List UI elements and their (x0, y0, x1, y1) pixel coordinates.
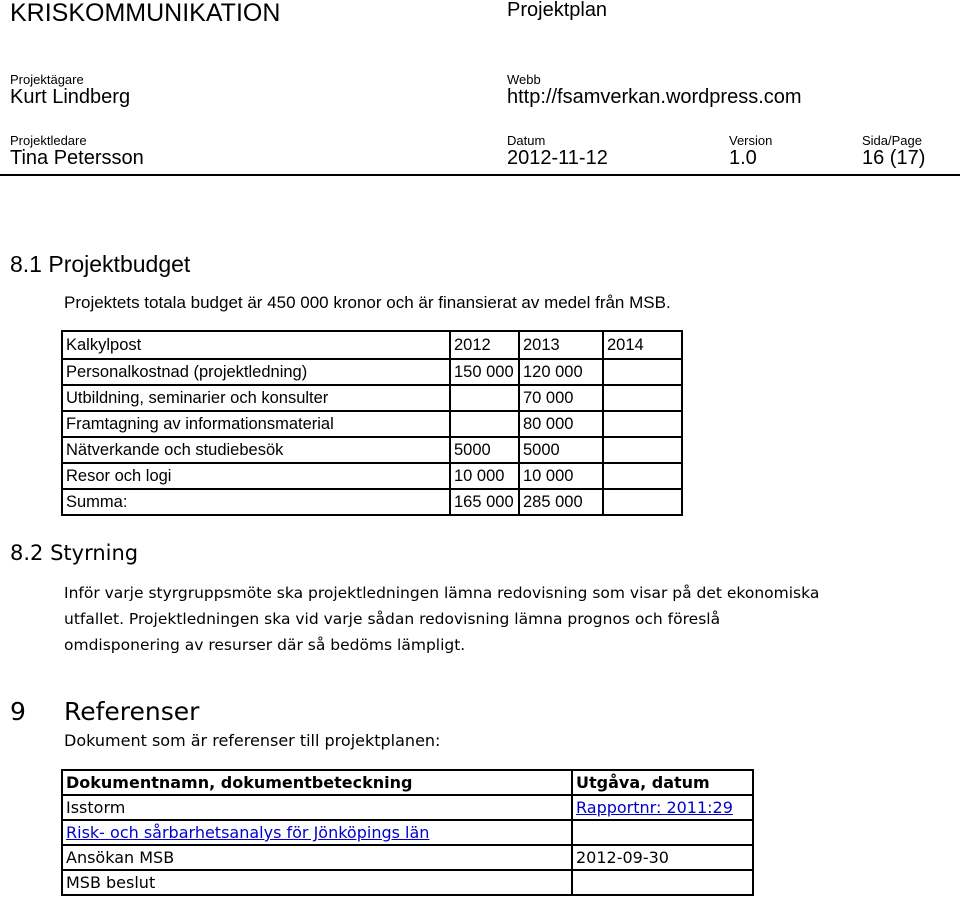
table-cell: 10 000 (450, 463, 519, 489)
table-cell: Utbildning, seminarier och konsulter (62, 385, 450, 411)
table-cell: 80 000 (519, 411, 603, 437)
leader-value: Tina Petersson (10, 147, 144, 169)
references-number: 9 (10, 697, 26, 726)
table-cell: Framtagning av informationsmaterial (62, 411, 450, 437)
version-value: 1.0 (729, 147, 757, 169)
table-cell (603, 463, 682, 489)
table-cell (603, 437, 682, 463)
table-cell: Isstorm (62, 795, 572, 820)
table-cell (572, 795, 753, 820)
header-divider (0, 174, 960, 176)
table-row (62, 820, 753, 845)
table-cell: 10 000 (519, 463, 603, 489)
report-link[interactable]: Rapportnr: 2011:29 (576, 798, 733, 817)
references-table (61, 769, 754, 896)
table-row (62, 463, 682, 489)
owner-value: Kurt Lindberg (10, 86, 131, 108)
table-cell (572, 870, 753, 895)
budget-heading: 8.1 Projektbudget (10, 251, 191, 277)
table-cell: Summa: (62, 489, 450, 515)
document-title: KRISKOMMUNIKATION (10, 0, 281, 27)
budget-table-header (62, 331, 682, 359)
table-cell (603, 359, 682, 385)
table-cell: 5000 (519, 437, 603, 463)
references-header-cell: Dokumentnamn, dokumentbeteckning (62, 770, 572, 795)
table-cell: Nätverkande och studiebesök (62, 437, 450, 463)
table-cell: Ansökan MSB (62, 845, 572, 870)
budget-intro: Projektets totala budget är 450 000 kronor och är finansierat av medel från MSB. (64, 293, 671, 312)
budget-header-cell: 2013 (519, 331, 603, 359)
table-row (62, 870, 753, 895)
budget-header-cell: 2012 (450, 331, 519, 359)
table-cell: 165 000 (450, 489, 519, 515)
table-cell: 2012-09-30 (572, 845, 753, 870)
table-cell (572, 820, 753, 845)
version-label: Version (729, 133, 773, 148)
table-cell: Resor och logi (62, 463, 450, 489)
page-label: Sida/Page (862, 133, 922, 148)
table-cell: 5000 (450, 437, 519, 463)
references-heading: Referenser (64, 697, 200, 726)
leader-label: Projektledare (10, 133, 87, 148)
page-value: 16 (17) (862, 147, 926, 169)
owner-label: Projektägare (10, 72, 84, 87)
table-row (62, 489, 682, 515)
references-table-header (62, 770, 753, 795)
table-cell: 285 000 (519, 489, 603, 515)
table-row (62, 359, 682, 385)
table-cell: Personalkostnad (projektledning) (62, 359, 450, 385)
table-cell: MSB beslut (62, 870, 572, 895)
budget-table (61, 330, 683, 516)
steering-heading: 8.2 Styrning (10, 541, 139, 565)
table-cell: 150 000 (450, 359, 519, 385)
table-row (62, 411, 682, 437)
table-cell: 120 000 (519, 359, 603, 385)
web-value: http://fsamverkan.wordpress.com (507, 86, 802, 108)
table-cell (450, 385, 519, 411)
steering-text: Inför varje styrgruppsmöte ska projektledningen lämna redovisning som visar på det ekonomiska utfallet. Projektledningen ska vid varje sådan redovisning lämna prognos och föreslå omdisponering av resurser där så bedöms lämpligt. (64, 584, 820, 654)
table-cell (603, 385, 682, 411)
table-row (62, 385, 682, 411)
web-label: Webb (507, 72, 541, 87)
table-row (62, 795, 753, 820)
date-value: 2012-11-12 (507, 147, 608, 169)
table-cell: 70 000 (519, 385, 603, 411)
budget-header-cell: Kalkylpost (62, 331, 450, 359)
table-cell (603, 411, 682, 437)
table-cell (603, 489, 682, 515)
risk-analysis-link[interactable]: Risk- och sårbarhetsanalys för Jönköpings län (66, 823, 430, 842)
table-cell (62, 820, 572, 845)
references-intro: Dokument som är referenser till projektplanen: (64, 731, 441, 750)
document-type: Projektplan (507, 0, 608, 21)
references-header-cell: Utgåva, datum (572, 770, 753, 795)
table-cell (450, 411, 519, 437)
table-row (62, 437, 682, 463)
table-row (62, 845, 753, 870)
budget-header-cell: 2014 (603, 331, 682, 359)
date-label: Datum (507, 133, 546, 148)
